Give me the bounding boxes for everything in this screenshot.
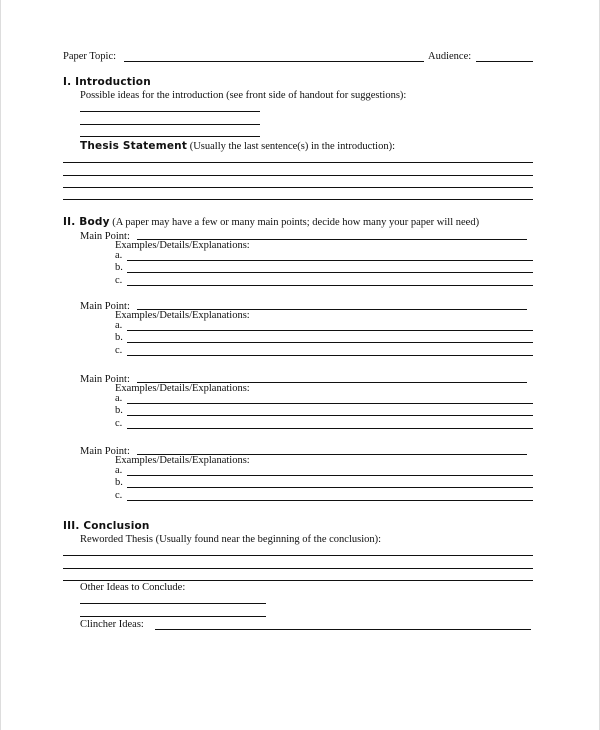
clincher-label: Clincher Ideas: (80, 619, 144, 630)
thesis-heading: Thesis Statement (80, 140, 188, 152)
body-note: (A paper may have a few or many main points; decide how many your paper will need) (112, 217, 480, 228)
example-line[interactable] (127, 403, 533, 404)
example-line[interactable] (127, 285, 533, 286)
item-letter: a. (115, 320, 123, 331)
body-heading-row (63, 216, 479, 229)
main-point-label: Main Point: (80, 374, 130, 385)
example-line[interactable] (127, 260, 533, 261)
body-heading: II. Body (63, 216, 110, 228)
item-letter: c. (115, 274, 123, 286)
example-line[interactable] (127, 500, 533, 501)
introduction-heading: I. Introduction (63, 76, 151, 88)
example-line[interactable] (127, 272, 533, 273)
clincher-line[interactable] (155, 629, 531, 630)
paper-topic-label: Paper Topic: (63, 51, 117, 62)
item-letter: a. (115, 393, 123, 404)
item-letter: c. (115, 489, 123, 501)
reworded-thesis-label: Reworded Thesis (Usually found near the beginning of the conclusion): (80, 534, 382, 545)
intro-ideas-prompt: Possible ideas for the introduction (see front side of handout for suggestions): (80, 90, 407, 101)
example-line[interactable] (127, 475, 533, 476)
item-letter: a. (115, 465, 123, 476)
example-line[interactable] (127, 487, 533, 488)
thesis-line[interactable] (63, 199, 533, 200)
thesis-line[interactable] (63, 187, 533, 188)
paper-topic-line[interactable] (124, 61, 424, 62)
thesis-note: (Usually the last sentence(s) in the introduction): (189, 141, 395, 152)
item-letter: b. (115, 405, 123, 417)
reworded-thesis-line[interactable] (63, 568, 533, 569)
audience-label: Audience: (428, 51, 472, 62)
thesis-statement (80, 140, 395, 153)
reworded-thesis-line[interactable] (63, 580, 533, 581)
examples-label: Examples/Details/Explanations: (115, 455, 250, 466)
reworded-thesis-line[interactable] (63, 555, 533, 556)
other-idea-line[interactable] (80, 616, 266, 617)
examples-label: Examples/Details/Explanations: (115, 310, 250, 321)
item-letter: c. (115, 417, 123, 429)
thesis-line[interactable] (63, 175, 533, 176)
conclusion-heading: III. Conclusion (63, 520, 150, 532)
main-point-label: Main Point: (80, 446, 130, 457)
intro-idea-line[interactable] (80, 136, 260, 137)
other-idea-line[interactable] (80, 603, 266, 604)
item-letter: b. (115, 332, 123, 344)
audience-line[interactable] (476, 61, 533, 62)
example-line[interactable] (127, 330, 533, 331)
item-letter: b. (115, 262, 123, 274)
main-point-label: Main Point: (80, 301, 130, 312)
example-line[interactable] (127, 342, 533, 343)
item-letter: a. (115, 250, 123, 261)
page-edge (0, 0, 1, 730)
intro-idea-line[interactable] (80, 111, 260, 112)
other-ideas-label: Other Ideas to Conclude: (80, 582, 186, 593)
item-letter: b. (115, 477, 123, 489)
intro-idea-line[interactable] (80, 124, 260, 125)
example-line[interactable] (127, 355, 533, 356)
examples-label: Examples/Details/Explanations: (115, 383, 250, 394)
example-line[interactable] (127, 428, 533, 429)
item-letter: c. (115, 344, 123, 356)
thesis-line[interactable] (63, 162, 533, 163)
examples-label: Examples/Details/Explanations: (115, 240, 250, 251)
example-line[interactable] (127, 415, 533, 416)
main-point-label: Main Point: (80, 231, 130, 242)
